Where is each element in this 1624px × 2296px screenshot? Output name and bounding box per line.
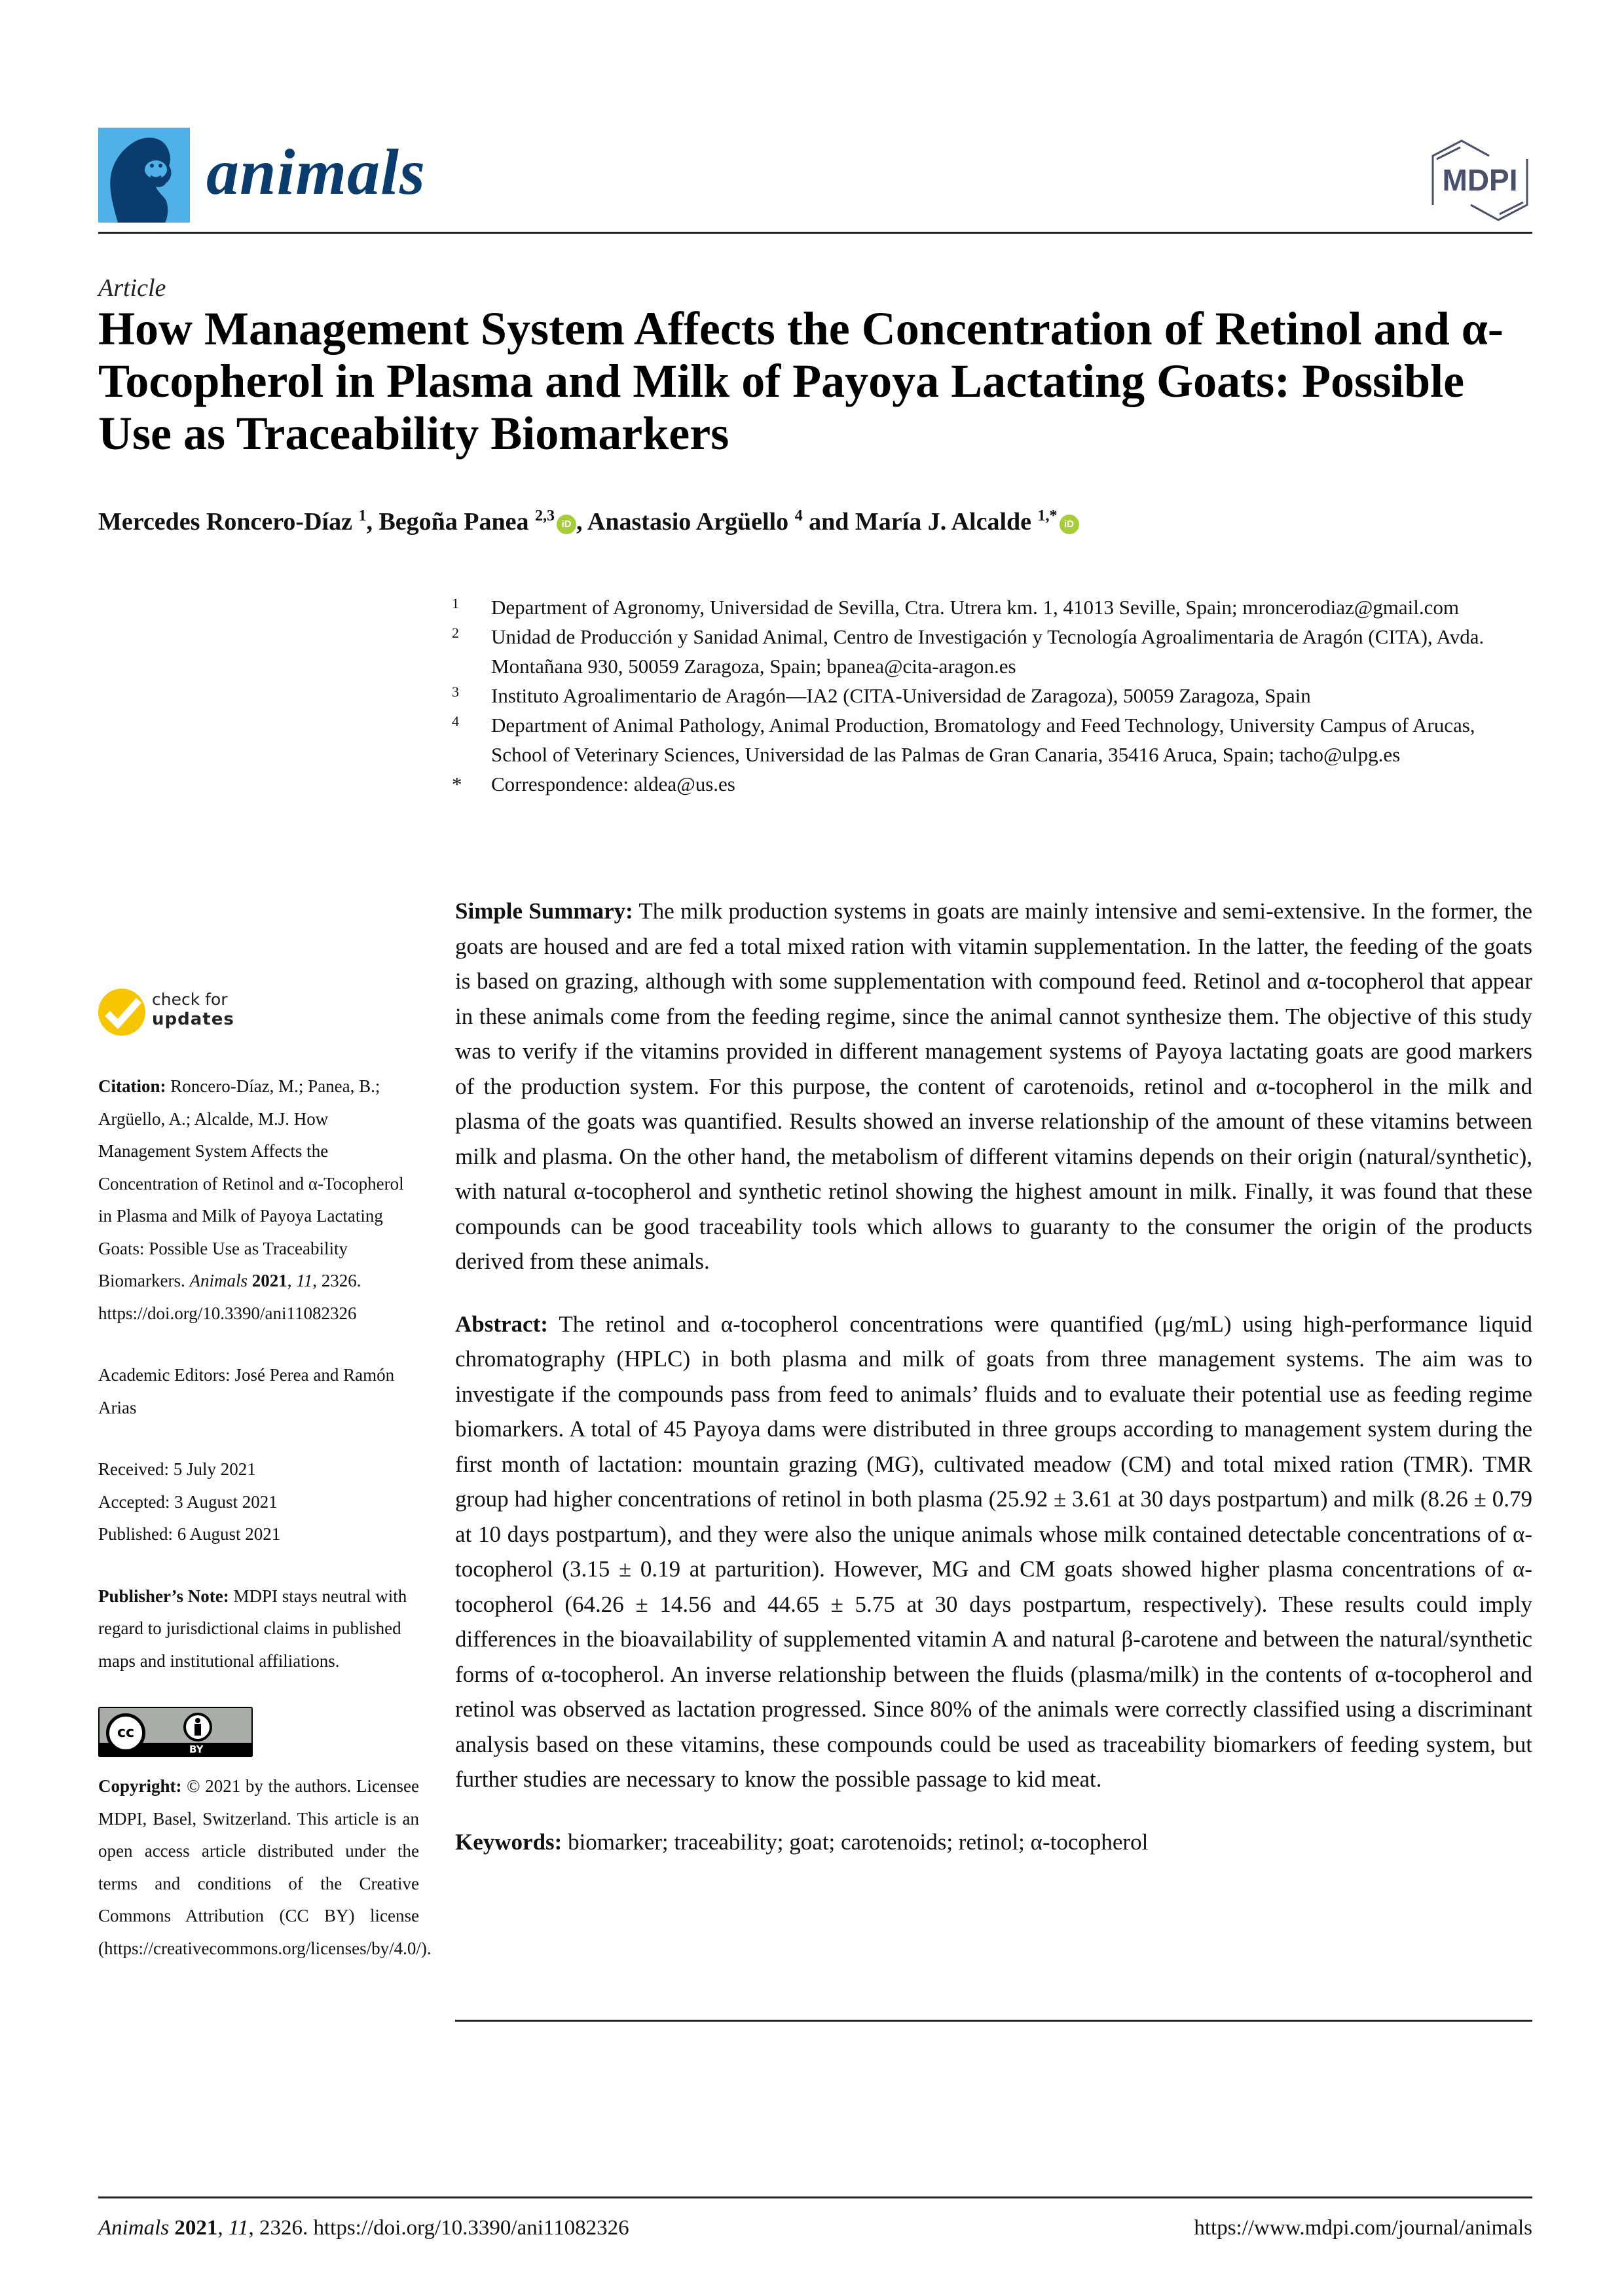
author-affiliation-marker: 1	[358, 507, 367, 524]
author-list: Mercedes Roncero-Díaz $^1$, Begoña Panea $^{2,3}$ iD , Anastasio Argüello $^4$ and María J. Alcalde $^{1,*}$ iD	[98, 507, 1079, 536]
journal-name[interactable]: animals	[206, 136, 426, 208]
publishers-note: Publisher’s Note: MDPI stays neutral with regard to jurisdictional claims in published maps and institutional affiliations.	[98, 1586, 407, 1671]
check-for-updates-badge[interactable]	[98, 982, 419, 1041]
author-name[interactable]: María J. Alcalde	[855, 508, 1038, 536]
author-name[interactable]: Anastasio Argüello	[587, 508, 795, 536]
citation-doi-link[interactable]: , 2326. https://doi.org/10.3390/ani11082326	[98, 1271, 361, 1323]
academic-editors: Academic Editors: José Perea and Ramón Arias	[98, 1365, 395, 1417]
ape-logo-icon	[98, 128, 190, 223]
affiliation-3: 3 Instituto Agroalimentario de Aragón—IA2 (CITA-Universidad de Zaragoza), 50059 Zaragoza, Spain	[452, 683, 1311, 707]
abstract: Abstract: The retinol and α-tocopherol concentrations were quantified (μg/mL) using high-performance liquid chromatography (HPLC) in both plasma and milk of goats from three management systems. The aim was to investigate if the compounds pass from feed to animals’ fluids and to evaluate their potential use as feeding regime biomarkers. A total of 45 Payoya dams were distributed in three groups according to management system during the first month of lactation: mountain grazing (MG), cultivated meadow (CM) and total mixed ration (TMR). TMR group had higher concentrations of retinol in both plasma (25.92 ± 3.61 at 30 days postpartum) and milk (8.26 ± 0.79 at 10 days postpartum), and they were also the unique animals whose milk contained detectable concentrations of α-tocopherol (3.15 ± 0.19 at parturition). However, MG and CM goats showed higher plasma concentrations of α-tocopherol (64.26 ± 14.56 and 44.65 ± 5.75 at 30 days postpartum, respectively). These results could imply differences in the bioavailability of supplemented vitamin A and natural β-carotene and between the natural/synthetic forms of α-tocopherol. An inverse relationship between the fluids (plasma/milk) in the contents of α-tocopherol and retinol was observed as lactation progressed. Since 80% of the animals were correctly classified using a discriminant analysis based on these vitamins, these compounds could be used as traceability biomarkers of feeding system, but further studies are necessary to know the possible passage to kid meat.	[455, 1311, 1532, 1792]
abstract-divider	[455, 2020, 1532, 2022]
keywords: Keywords: biomarker; traceability; goat; carotenoids; retinol; α-tocopherol	[455, 1829, 1149, 1855]
check-for-label: check for	[152, 990, 228, 1009]
author-name[interactable]: Mercedes Roncero-Díaz	[98, 508, 359, 536]
article-title: How Management System Affects the Concentration of Retinol and α-Tocopherol in Plasma and Milk of Payoya Lactating Goats: Possible Use as Traceability Biomarkers	[98, 302, 1504, 460]
affiliations	[452, 592, 1532, 799]
published-date: Published: 6 August 2021	[98, 1524, 281, 1544]
cc-icon: cc	[106, 1713, 145, 1753]
metadata-sidebar	[98, 982, 432, 1965]
received-date: Received: 5 July 2021	[98, 1459, 256, 1479]
cc-by-license-badge[interactable]	[98, 1707, 253, 1757]
orcid-icon[interactable]: iD	[1060, 515, 1079, 534]
footer-divider	[98, 2196, 1532, 2198]
author-affiliation-marker: 1,*	[1037, 507, 1058, 524]
journal-logo[interactable]	[98, 128, 190, 223]
main-content	[455, 894, 1532, 1859]
accepted-date: Accepted: 3 August 2021	[98, 1491, 278, 1512]
header-divider	[98, 232, 1532, 234]
affiliation-1: 1 Department of Agronomy, Universidad de Sevilla, Ctra. Utrera km. 1, 41013 Seville, Spain; mroncerodiaz@gmail.com	[452, 595, 1460, 619]
publication-dates	[98, 1453, 419, 1551]
attribution-person-icon	[183, 1713, 212, 1741]
article-type: Article	[98, 274, 166, 302]
citation: Citation: Roncero-Díaz, M.; Panea, B.; Argüello, A.; Alcalde, M.J. How Management System Affects the Concentration of Retinol and α-Tocopherol in Plasma and Milk of Payoya Lactating Goats: Possible Use as Traceability Biomarkers. Animals 2021, 11, 2326. https://doi.org/10.3390/ani11082326	[98, 1076, 404, 1323]
by-label: BY	[189, 1743, 204, 1755]
footer-doi-link[interactable]: , 2326. https://doi.org/10.3390/ani11082326	[248, 2216, 629, 2240]
check-circle-icon	[98, 989, 145, 1036]
mdpi-logo[interactable]	[1428, 139, 1532, 221]
footer-citation: Animals 2021, 11, 2326. https://doi.org/10.3390/ani11082326	[98, 2216, 629, 2240]
mdpi-hexagon-icon	[1428, 139, 1532, 221]
author-affiliation-marker: 2,3	[535, 507, 555, 524]
journal-url-link[interactable]: https://www.mdpi.com/journal/animals	[1194, 2216, 1532, 2240]
copyright: Copyright: © 2021 by the authors. Licensee MDPI, Basel, Switzerland. This article is an open access article distributed under the terms and conditions of the Creative Commons Attribution (CC BY) license (https://creativecommons.org/licenses/by/4.0/).	[98, 1776, 432, 1958]
affiliation-2: 2 Unidad de Producción y Sanidad Animal, Centro de Investigación y Tecnología Agroalimentaria de Aragón (CITA), Avda. Montañana 930, 50059 Zaragoza, Spain; bpanea@cita-aragon.es	[452, 625, 1485, 678]
affiliation-4: 4 Department of Animal Pathology, Animal Production, Bromatology and Feed Technology, University Campus of Arucas, School of Veterinary Sciences, Universidad de las Palmas de Gran Canaria, 35416 Aruca, Spain; tacho@ulpg.es	[452, 713, 1475, 766]
svg-text:MDPI: MDPI	[1442, 163, 1518, 197]
simple-summary: Simple Summary: The milk production systems in goats are mainly intensive and semi-extensive. In the former, the goats are housed and are fed a total mixed ration with vitamin supplementation. In the latter, the feeding of the goats is based on grazing, although with some supplementation with compound feed. Retinol and α-tocopherol that appear in these animals come from the feeding regime, since the animal cannot synthesize them. The objective of this study was to verify if the vitamins provided in different management systems of Payoya lactating goats are good markers of the production system. For this purpose, the content of carotenoids, retinol and α-tocopherol in the milk and plasma of the goats was quantified. Results showed an inverse relationship of the amount of these vitamins between milk and plasma. On the other hand, the metabolism of different vitamins depends on their origin (natural/synthetic), with natural α-tocopherol and synthetic retinol showing the highest amount in milk. Finally, it was found that these compounds can be good traceability tools which allows to guaranty to the consumer the origin of the products derived from these animals.	[455, 898, 1533, 1274]
updates-label: updates	[152, 1010, 234, 1029]
orcid-icon[interactable]: iD	[557, 515, 576, 534]
author-name[interactable]: Begoña Panea	[378, 508, 536, 536]
journal-header	[98, 128, 1532, 232]
correspondence: * Correspondence: aldea@us.es	[452, 773, 735, 795]
page-footer	[98, 2216, 1532, 2240]
author-affiliation-marker: 4	[794, 507, 803, 524]
